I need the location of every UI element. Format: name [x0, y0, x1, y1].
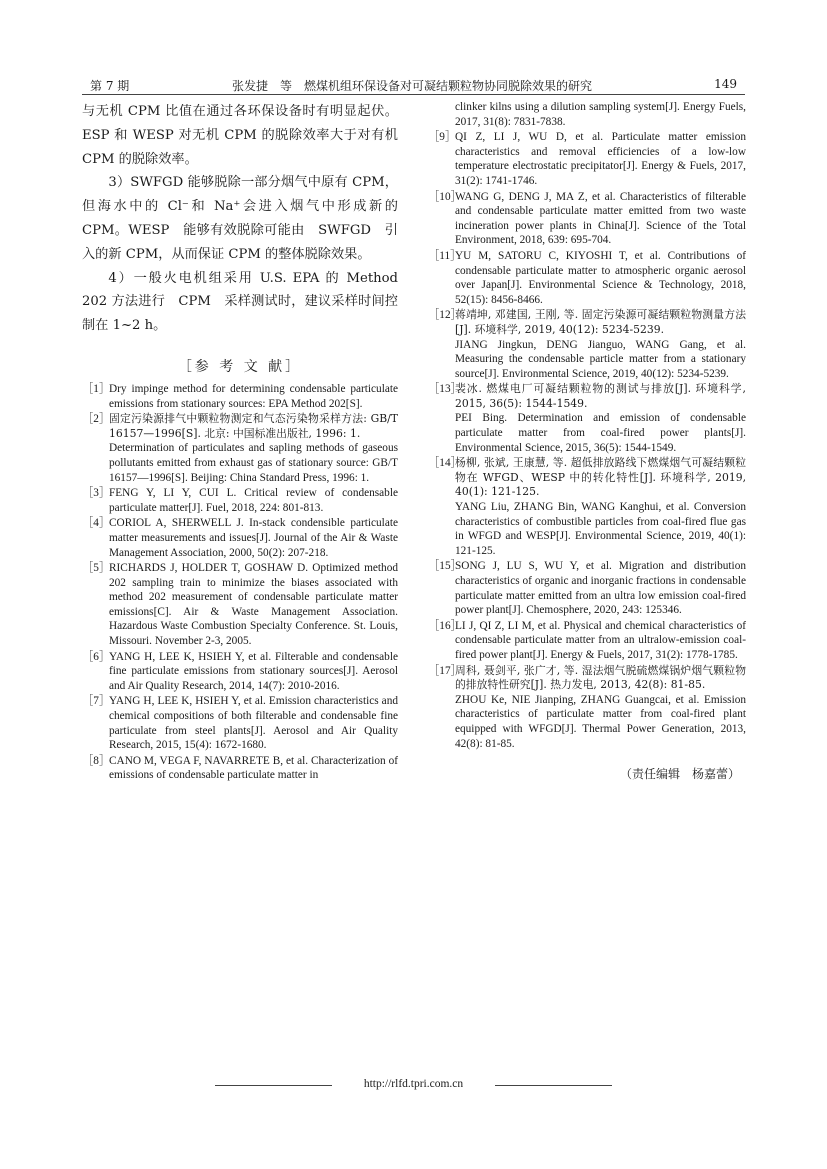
reference-number: ［11］ [428, 249, 462, 262]
reference-text: Dry impinge method for determining condensable particulate emissions from stationary sources: EPA Method 202[S]. [109, 382, 398, 410]
reference-text-chinese: 蒋靖坤, 邓建国, 王刚, 等. 固定污染源可凝结颗粒物测量方法[J]. 环境科学, 2019, 40(12): 5234-5239. [455, 308, 746, 336]
reference-number: ［16］ [428, 619, 462, 632]
reference-item [82, 516, 398, 560]
reference-item [82, 650, 398, 694]
reference-number: ［1］ [82, 382, 111, 395]
reference-item [82, 486, 398, 515]
reference-text-chinese: 固定污染源排气中颗粒物测定和气态污染物采样方法: GB/T 16157—1996[S]. 北京: 中国标准出版社, 1996: 1. [109, 412, 398, 440]
reference-text: YANG H, LEE K, HSIEH Y, et al. Emission characteristics and chemical compositions of both filterable and condensable fine particulate from steel plants[J]. Aerosol and Air Quality Research, 2015, 15(4): 1672-1680. [109, 695, 398, 752]
reference-text: PEI Bing. Determination and emission of condensable particulate matter from coal-fired power plants[J]. Environmental Science, 2015, 36(5): 1544-1549. [455, 412, 746, 454]
issue-label: 第 7 期 [90, 79, 130, 93]
reference-item [82, 412, 398, 485]
reference-text: SONG J, LU S, WU Y, et al. Migration and distribution characteristics of organic and inorganic fractions in condensable particulate matter emitted from an ultra low emission coal-fired power plant[J]. Chemosphere, 2020, 243: 125346. [455, 560, 746, 617]
reference-number: ［6］ [82, 650, 111, 663]
left-column [82, 100, 398, 784]
reference-text: WANG G, DENG J, MA Z, et al. Characteristics of filterable and condensable particulate matter emitted from two waste incineration power plants in China[J]. Science of the Total Environment, 2018, 639: 695-704. [455, 190, 746, 247]
reference-item [428, 664, 746, 752]
reference-text: LI J, QI Z, LI M, et al. Physical and chemical characteristics of condensable particulate matter from an ultralow-emission coal-fired power plant[J]. Energy & Fuels, 2017, 31(2): 1778-1785. [455, 619, 746, 661]
body-paragraph: 4）一般火电机组采用 U.S. EPA 的 Method 202 方法进行 CPM 采样测试时，建议采样时间控制在 1~2 h。 [82, 270, 398, 334]
reference-number: ［12］ [428, 309, 462, 322]
reference-text: ZHOU Ke, NIE Jianping, ZHANG Guangcai, et al. Emission characteristics of particulate matter from coal-fired plant equipped with WFGD[J]. Thermal Power Generation, 2013, 42(8): 81-85. [455, 693, 746, 750]
reference-list-right [428, 130, 746, 751]
reference-text: YANG H, LEE K, HSIEH Y, et al. Filterable and condensable fine particulate emissions from stationary sources[J]. Aerosol and Air Quality Research, 2014, 14(7): 2010-2016. [109, 650, 398, 692]
reference-number: ［5］ [82, 562, 111, 575]
reference-item [428, 130, 746, 188]
reference-text: RICHARDS J, HOLDER T, GOSHAW D. Optimized method 202 sampling train to minimize the biases associated with method 202 measurement of condensable particulate matter emissions[C]. Air & Waste Management Association. Hazardous Waste Combustion Specialty Conference. St. Louis, Missouri. November 2-3, 2005. [109, 562, 398, 648]
reference-number: ［4］ [82, 517, 111, 530]
reference-item [428, 456, 746, 558]
reference-text-chinese: 杨柳, 张斌, 王康慧, 等. 超低排放路线下燃煤烟气可凝结颗粒物在 WFGD、WESP 中的转化特性[J]. 环境科学, 2019, 40(1): 121-125. [455, 456, 746, 499]
reference-continuation [428, 100, 746, 129]
reference-number: ［17］ [428, 664, 462, 677]
reference-number: ［2］ [82, 413, 111, 426]
reference-text: clinker kilns using a dilution sampling system[J]. Energy Fuels, 2017, 31(8): 7831-7838. [455, 101, 746, 128]
reference-item [428, 619, 746, 663]
reference-item [428, 308, 746, 381]
running-title: 张发捷 等 燃煤机组环保设备对可凝结颗粒物协同脱除效果的研究 [232, 79, 593, 93]
reference-text: CORIOL A, SHERWELL J. In-stack condensible particulate matter measurements and issues[J]. Journal of the Air & Waste Management Association, 2000, 50(2): 207-218. [109, 517, 398, 559]
reference-text: FENG Y, LI Y, CUI L. Critical review of condensable particulate matter[J]. Fuel, 2018, 224: 801-813. [109, 487, 398, 514]
reference-number: ［15］ [428, 560, 462, 573]
reference-item [428, 249, 746, 307]
reference-number: ［9］ [428, 131, 457, 144]
running-header [82, 74, 745, 95]
references-heading: ［参 考 文 献］ [177, 358, 303, 375]
reference-number: ［13］ [428, 383, 462, 396]
reference-text-chinese: 裴冰. 燃煤电厂可凝结颗粒物的测试与排放[J]. 环境科学, 2015, 36(5): 1544-1549. [455, 382, 746, 410]
reference-item [82, 754, 398, 783]
page-number: 149 [714, 77, 737, 91]
reference-item [428, 382, 746, 455]
footer [0, 1078, 827, 1098]
reference-text-chinese: 周科, 聂剑平, 张广才, 等. 湿法烟气脱硫燃煤锅炉烟气颗粒物的排放特性研究[J]. 热力发电, 2013, 42(8): 81-85. [455, 663, 746, 692]
reference-number: ［10］ [428, 190, 462, 203]
reference-text: JIANG Jingkun, DENG Jianguo, WANG Gang, et al. Measuring the condensable particle matter from a stationary source[J]. Environmental Science, 2019, 40(12): 5234-5239. [455, 338, 746, 380]
body-paragraph: 与无机 CPM 比值在通过各环保设备时有明显起伏。ESP 和 WESP 对无机 CPM 的脱除效率大于对有机 CPM 的脱除效率。 [82, 104, 398, 167]
reference-item [82, 382, 398, 411]
reference-number: ［3］ [82, 487, 111, 500]
reference-list-left [82, 382, 398, 783]
body-paragraph: 3）SWFGD 能够脱除一部分烟气中原有 CPM，但海水中的 Cl⁻和 Na⁺会进入烟气中形成新的 CPM。WESP 能够有效脱除可能由 SWFGD 引入的新 CPM，从而保证 CPM 的整体脱除效果。 [82, 175, 398, 262]
reference-item [82, 561, 398, 649]
reference-text: YU M, SATORU C, KIYOSHI T, et al. Contributions of condensable particulate matter to atmospheric organic aerosol over Japan[J]. Environmental Science & Technology, 2018, 52(15): 8456-8466. [455, 249, 746, 306]
reference-number: ［14］ [428, 457, 462, 470]
reference-item [82, 694, 398, 752]
footer-rule-right [495, 1085, 612, 1086]
footer-url: http://rlfd.tpri.com.cn [363, 1078, 464, 1090]
editor-note: （责任编辑 杨嘉蕾） [619, 767, 740, 782]
reference-number: ［7］ [82, 695, 111, 708]
reference-text: QI Z, LI J, WU D, et al. Particulate matter emission characteristics and removal efficiencies of a low-low temperature electrostatic precipitator[J]. Energy & Fuels, 2017, 31(2): 1741-1746. [455, 131, 746, 187]
reference-text: YANG Liu, ZHANG Bin, WANG Kanghui, et al. Conversion characteristics of combustible particles from coal-fired flue gas in WFGD and WESP[J]. Environmental Science, 2019, 40(1): 121-125. [455, 501, 746, 557]
reference-text: CANO M, VEGA F, NAVARRETE B, et al. Characterization of emissions of condensable particulate matter in [109, 754, 398, 782]
reference-number: ［8］ [82, 754, 111, 767]
right-column [428, 100, 746, 782]
reference-text: Determination of particulates and sapling methods of gaseous pollutants emitted from exhaust gas of stationary source: GB/T 16157—1996[S]. Beijing: China Standard Press, 1996: 1. [109, 442, 398, 484]
reference-item [428, 559, 746, 617]
reference-item [428, 190, 746, 248]
